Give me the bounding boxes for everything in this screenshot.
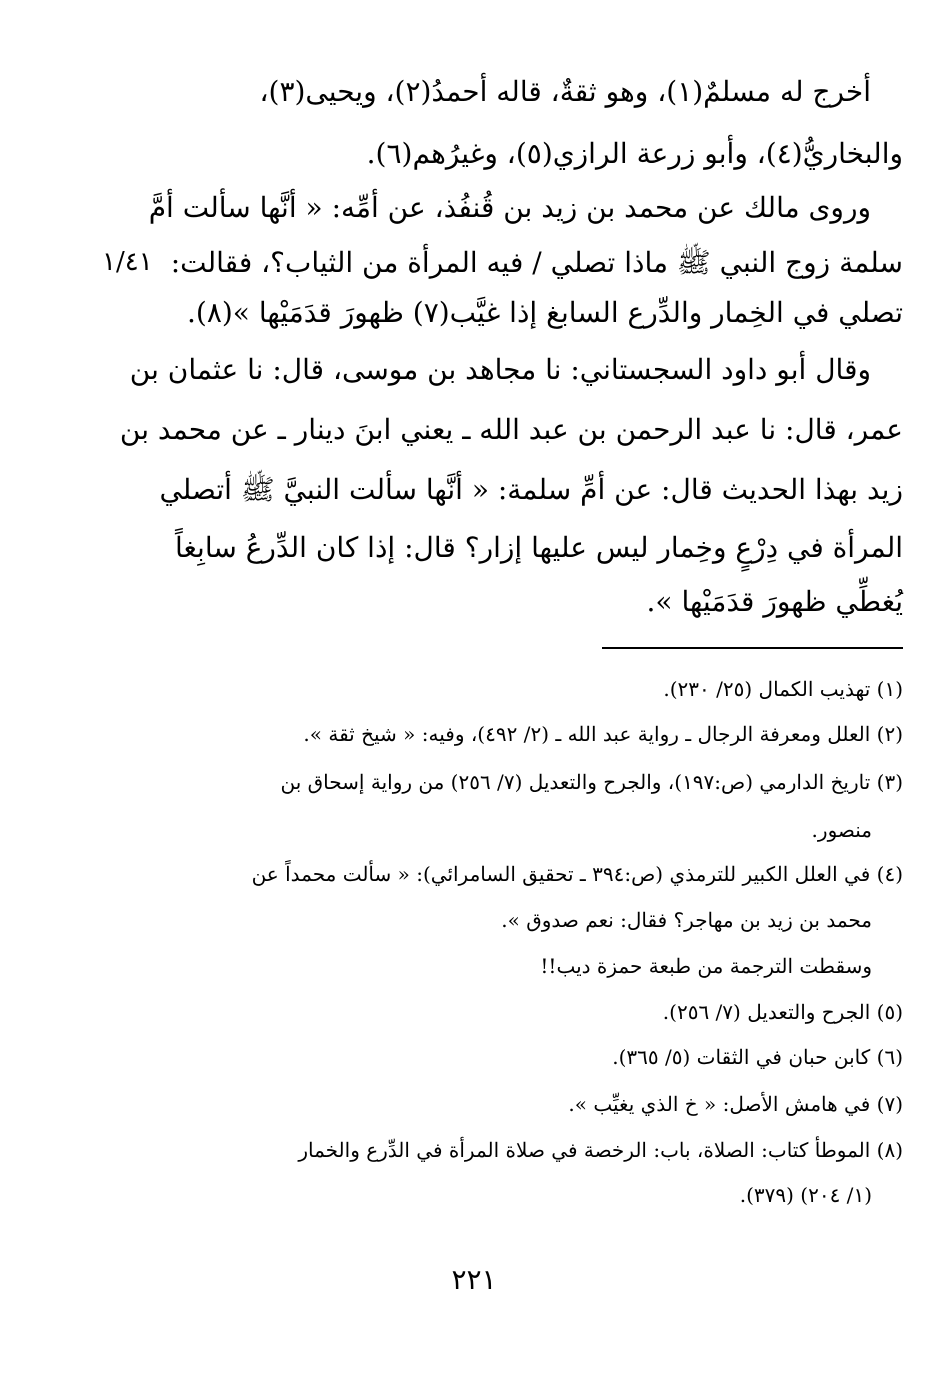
margin-page-reference: ١/٤١ [102,247,153,277]
footnote-7: (٧) في هامش الأصل: « خ الذي يغيِّب ». [568,1092,903,1116]
body-line-7: عمر، قال: نا عبد الرحمن بن عبد الله ـ يعني ابنَ دينار ـ عن محمد بن [119,413,903,446]
footnote-6: (٦) كابن حبان في الثقات (٥/ ٣٦٥). [612,1045,903,1069]
body-line-1: أخرج له مسلمٌ(١)، وهو ثقةٌ، قاله أحمدُ(٢)، ويحيى(٣)، [259,75,871,108]
footnote-4-cont: محمد بن زيد بن مهاجر؟ فقال: نعم صدوق ». [501,908,872,932]
footnote-2: (٢) العلل ومعرفة الرجال ـ رواية عبد الله ـ (٢/ ٤٩٢)، وفيه: « شيخ ثقة ». [303,722,903,746]
footnote-3-cont: منصور. [811,818,872,842]
body-line-2: والبخاريُّ(٤)، وأبو زرعة الرازي(٥)، وغيرُهم(٦). [366,137,903,170]
body-line-8: زيد بهذا الحديث قال: عن أمِّ سلمة: « أنَّها سألت النبيَّ ﷺ أتصلي [159,473,903,506]
page-number: ٢٢١ [451,1263,497,1296]
footnote-4-note: وسقطت الترجمة من طبعة حمزة ديب!! [540,954,872,978]
footnote-5: (٥) الجرح والتعديل (٧/ ٢٥٦). [662,1000,903,1024]
footnote-8: (٨) الموطأ كتاب: الصلاة، باب: الرخصة في صلاة المرأة في الدِّرع والخمار [298,1138,903,1162]
footnote-1: (١) تهذيب الكمال (٢٥/ ٢٣٠). [663,677,903,701]
footnote-separator [602,647,903,649]
body-line-4: سلمة زوج النبي ﷺ ماذا تصلي / فيه المرأة من الثياب؟، فقالت: [170,246,903,279]
footnote-3: (٣) تاريخ الدارمي (ص:١٩٧)، والجرح والتعديل (٧/ ٢٥٦) من رواية إسحاق بن [280,770,903,794]
body-line-5: تصلي في الخِمار والدِّرع السابغ إذا غيَّب(٧) ظهورَ قدَمَيْها »(٨). [187,296,903,329]
footnote-4: (٤) في العلل الكبير للترمذي (ص:٣٩٤ ـ تحقيق السامرائي): « سألت محمداً عن [251,862,903,886]
body-line-10: يُغطِّي ظهورَ قدَمَيْها ». [646,585,903,618]
body-line-3: وروى مالك عن محمد بن زيد بن قُنفُذ، عن أمِّه: « أنَّها سألت أمَّ [148,191,871,224]
body-line-6: وقال أبو داود السجستاني: نا مجاهد بن موسى، قال: نا عثمان بن [129,353,871,386]
body-line-9: المرأة في دِرْعٍ وخِمار ليس عليها إزار؟ قال: إذا كان الدِّرعُ سابِغاً [175,531,903,564]
footnote-8-cont: (١/ ٢٠٤) (٣٧٩). [739,1183,872,1207]
